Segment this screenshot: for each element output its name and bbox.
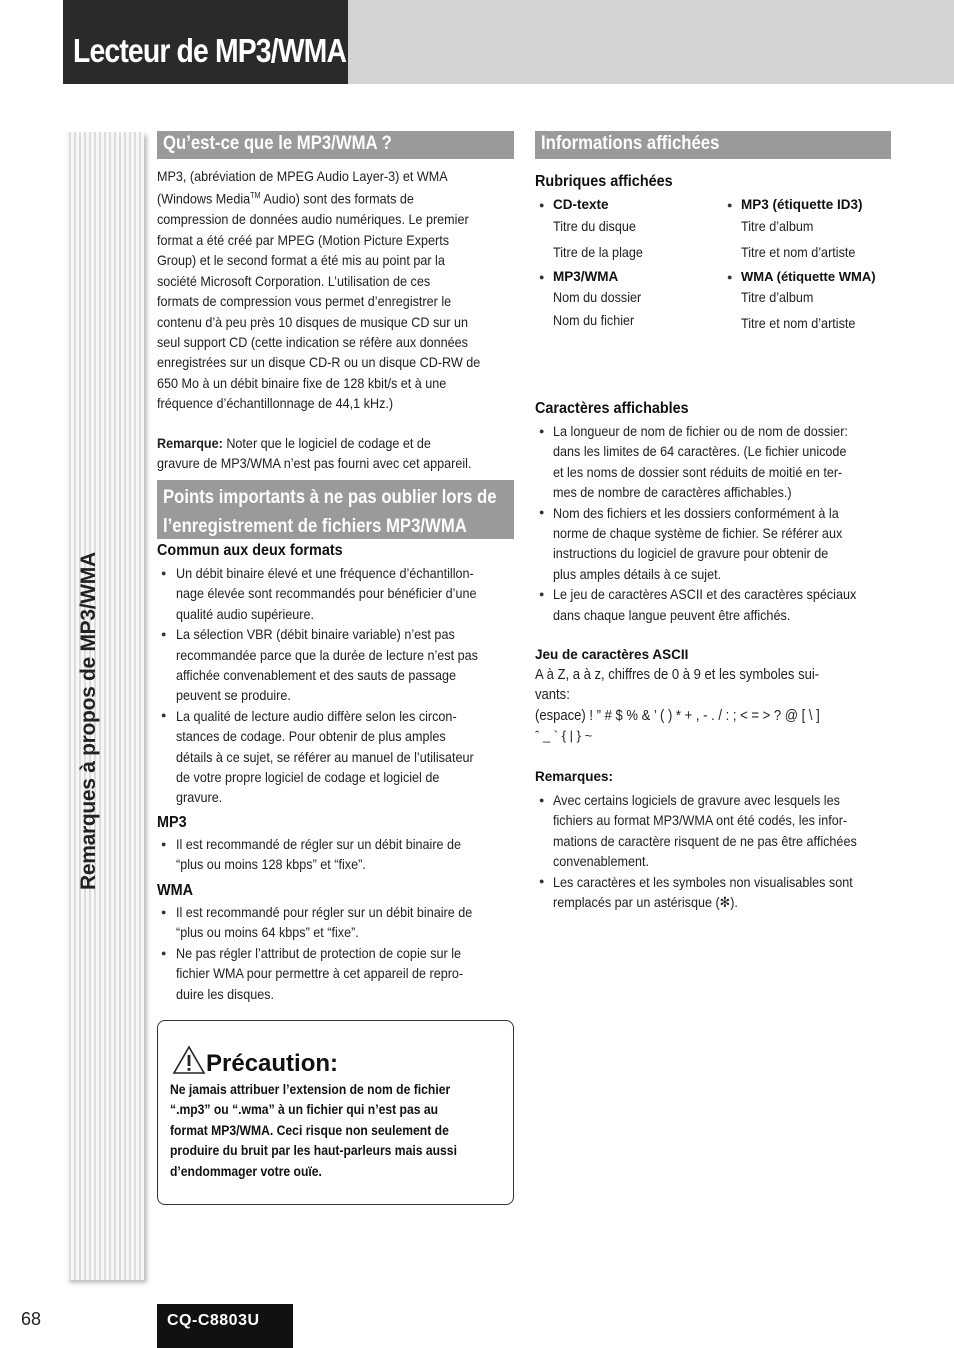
list-line: de votre propre logiciel de codage et logiciel de (176, 769, 440, 786)
bullet-icon: ● (539, 426, 545, 436)
list-line: Il est recommandé pour régler sur un débit binaire de (176, 904, 473, 920)
list-line: fichier WMA pour permettre à cet appareil de repro- (176, 965, 464, 982)
bullet-icon: ● (539, 876, 545, 886)
mp3wma-item: Nom du fichier (553, 312, 635, 328)
remarks-list (553, 790, 895, 912)
list-line: Avec certains logiciels de gravure avec lesquels les (553, 792, 840, 808)
intro-line: Group) et le second format a été mis au point par la (157, 252, 445, 269)
list-line: dans chaque langue peuvent être affichés. (553, 606, 791, 623)
chars-list (553, 421, 895, 625)
rubriques-title: Rubriques affichées (535, 173, 673, 190)
intro-line: fréquence d’échantillonnage de 44,1 kHz.) (157, 395, 394, 412)
list-line: fichiers au format MP3/WMA ont été codés, les infor- (553, 812, 848, 829)
intro-line: format a été créé par MPEG (Motion Picture Experts (157, 231, 450, 248)
bullet-icon: ● (539, 507, 545, 517)
list-line: stances de codage. Pour obtenir de plus amples (176, 728, 446, 745)
list-line: qualité audio supérieure. (176, 605, 315, 622)
heading-displayed-info: Informations affichées (535, 131, 891, 159)
list-line: plus amples détails à ce sujet. (553, 565, 722, 582)
mp3-list (176, 834, 518, 875)
bullet-icon: ● (161, 839, 167, 849)
remark-label: Remarque: (157, 435, 223, 451)
list-line: La qualité de lecture audio diffère selon les circon- (176, 707, 457, 724)
intro-line: compression de données audio numériques. Le premier (157, 211, 469, 228)
heading-recording-tips: Points importants à ne pas oublier lors de l’enregistrement de fichiers MP3/WMA (157, 480, 514, 539)
id3-item: Titre d’album (741, 218, 814, 234)
bullet-icon: ● (161, 710, 167, 720)
side-title: Remarques à propos de MP3/WMA (77, 552, 100, 890)
caution-title: Précaution: (206, 1050, 339, 1077)
cd-text-item: Titre de la plage (553, 244, 643, 260)
intro-line: seul support CD (cette indication se réfère aux données (157, 333, 468, 350)
list-line: duire les disques. (176, 985, 275, 1002)
list-line: La sélection VBR (débit binaire variable) n’est pas (176, 626, 455, 643)
caution-text: Ne jamais attribuer l’extension de nom de fichier “.mp3” ou “.wma” à un fichier qui n’est pas au format MP3/WMA. Ceci risque non seulement de produire du bruit par les haut-parleurs mais aussi d’endommager votre ouïe. (170, 1082, 457, 1179)
list-line: “plus ou moins 64 kbps” et “fixe”. (176, 924, 359, 941)
page-number: 68 (21, 1309, 42, 1329)
list-line: gravure. (176, 789, 223, 806)
list-line: Il est recommandé de régler sur un débit binaire de (176, 836, 462, 852)
id3-item: Titre et nom d’artiste (741, 244, 856, 260)
mp3wma-label: MP3/WMA (553, 269, 619, 284)
bullet-icon: ● (161, 907, 167, 917)
remarks-title: Remarques: (535, 769, 614, 784)
list-line: et les noms de dossier sont réduits de moitié en ter- (553, 463, 843, 480)
bullet-icon: ● (161, 568, 167, 578)
common-formats-list (176, 563, 518, 808)
list-line: mations de caractère risquent de ne pas être affichées (553, 832, 857, 849)
cd-text-label: CD-texte (553, 197, 609, 212)
intro-line: société Microsoft Corporation. L’utilisation de ces (157, 272, 431, 289)
list-line: Nom des fichiers et les dossiers conformément à la (553, 504, 839, 521)
intro-line: contenu d’à peu près 10 disques de musique CD sur un (157, 313, 469, 330)
list-line: nage élevée sont recommandés pour bénéficier d’une (176, 585, 477, 602)
mp3-title: MP3 (157, 814, 187, 831)
list-line: Le jeu de caractères ASCII et des caractères spéciaux (553, 586, 857, 603)
heading-what-is-mp3: Qu’est-ce que le MP3/WMA ? (157, 131, 514, 159)
intro-line: (Windows Media™ Audio) sont des formats de (157, 191, 414, 208)
bullet-icon: ● (727, 200, 733, 210)
bullet-icon: ● (727, 272, 733, 282)
bullet-icon: ● (539, 272, 545, 282)
list-line: mes de nombre de caractères affichables.) (553, 484, 792, 501)
warning-icon (172, 1045, 206, 1075)
intro-line: enregistrées sur un disque CD-R ou un disque CD-RW de (157, 354, 481, 371)
intro-line: 650 Mo à un débit binaire fixe de 128 kbit/s et à une (157, 374, 447, 391)
wma-title: WMA (157, 882, 193, 899)
mp3wma-item: Nom du dossier (553, 289, 642, 305)
bullet-icon: ● (539, 589, 545, 599)
common-formats-title: Commun aux deux formats (157, 542, 343, 559)
list-line: recommandée parce que la durée de lecture n’est pas (176, 646, 478, 663)
list-line: instructions du logiciel de gravure pour obtenir de (553, 545, 829, 562)
list-line: Un débit binaire élevé et une fréquence d’échantillon- (176, 565, 474, 581)
model-number: CQ-C8803U (167, 1312, 260, 1329)
page-title: Lecteur de MP3/WMA (73, 32, 347, 69)
wma-tag-label: WMA (étiquette WMA) (741, 269, 876, 284)
list-line: convenablement. (553, 853, 649, 870)
list-line: dans les limites de 64 caractères. (Le fichier unicode (553, 443, 847, 460)
list-line: peuvent se produire. (176, 687, 291, 704)
bullet-icon: ● (161, 629, 167, 639)
wma-tag-item: Titre d’album (741, 289, 814, 305)
bullet-icon: ● (539, 795, 545, 805)
list-line: détails à ce sujet, se référer au manuel de l’utilisateur (176, 748, 474, 765)
bullet-icon: ● (539, 200, 545, 210)
list-line: affichée convenablement et des sauts de passage (176, 667, 456, 684)
ascii-title: Jeu de caractères ASCII (535, 647, 689, 662)
wma-list (176, 902, 518, 1004)
cd-text-item: Titre du disque (553, 218, 636, 234)
id3-label: MP3 (étiquette ID3) (741, 197, 863, 212)
list-line: La longueur de nom de fichier ou de nom de dossier: (553, 423, 848, 439)
remark-paragraph: Remarque: Noter que le logiciel de codage et de gravure de MP3/WMA n’est pas fourni avec cet appareil. (157, 435, 472, 472)
bullet-icon: ● (161, 948, 167, 958)
ascii-text: A à Z, a à z, chiffres de 0 à 9 et les symboles sui- vants: (espace) ! ” # $ % & ’ ( ) * + , - . / : ; < = > ? @ [ \ ] ˆ _ ` { | } ~ (535, 667, 820, 744)
list-line: remplacés par un astérisque (✻). (553, 894, 738, 911)
list-line: “plus ou moins 128 kbps” et “fixe”. (176, 856, 366, 873)
wma-tag-item: Titre et nom d’artiste (741, 315, 856, 331)
chars-title: Caractères affichables (535, 400, 689, 417)
list-line: norme de chaque système de fichier. Se référer aux (553, 525, 843, 542)
intro-paragraph (157, 166, 517, 414)
list-line: Les caractères et les symboles non visualisables sont (553, 873, 853, 890)
list-line: Ne pas régler l’attribut de protection de copie sur le (176, 944, 462, 961)
intro-line: MP3, (abréviation de MPEG Audio Layer-3) et WMA (157, 168, 448, 184)
intro-line: formats de compression vous permet d’enregistrer le (157, 293, 452, 310)
